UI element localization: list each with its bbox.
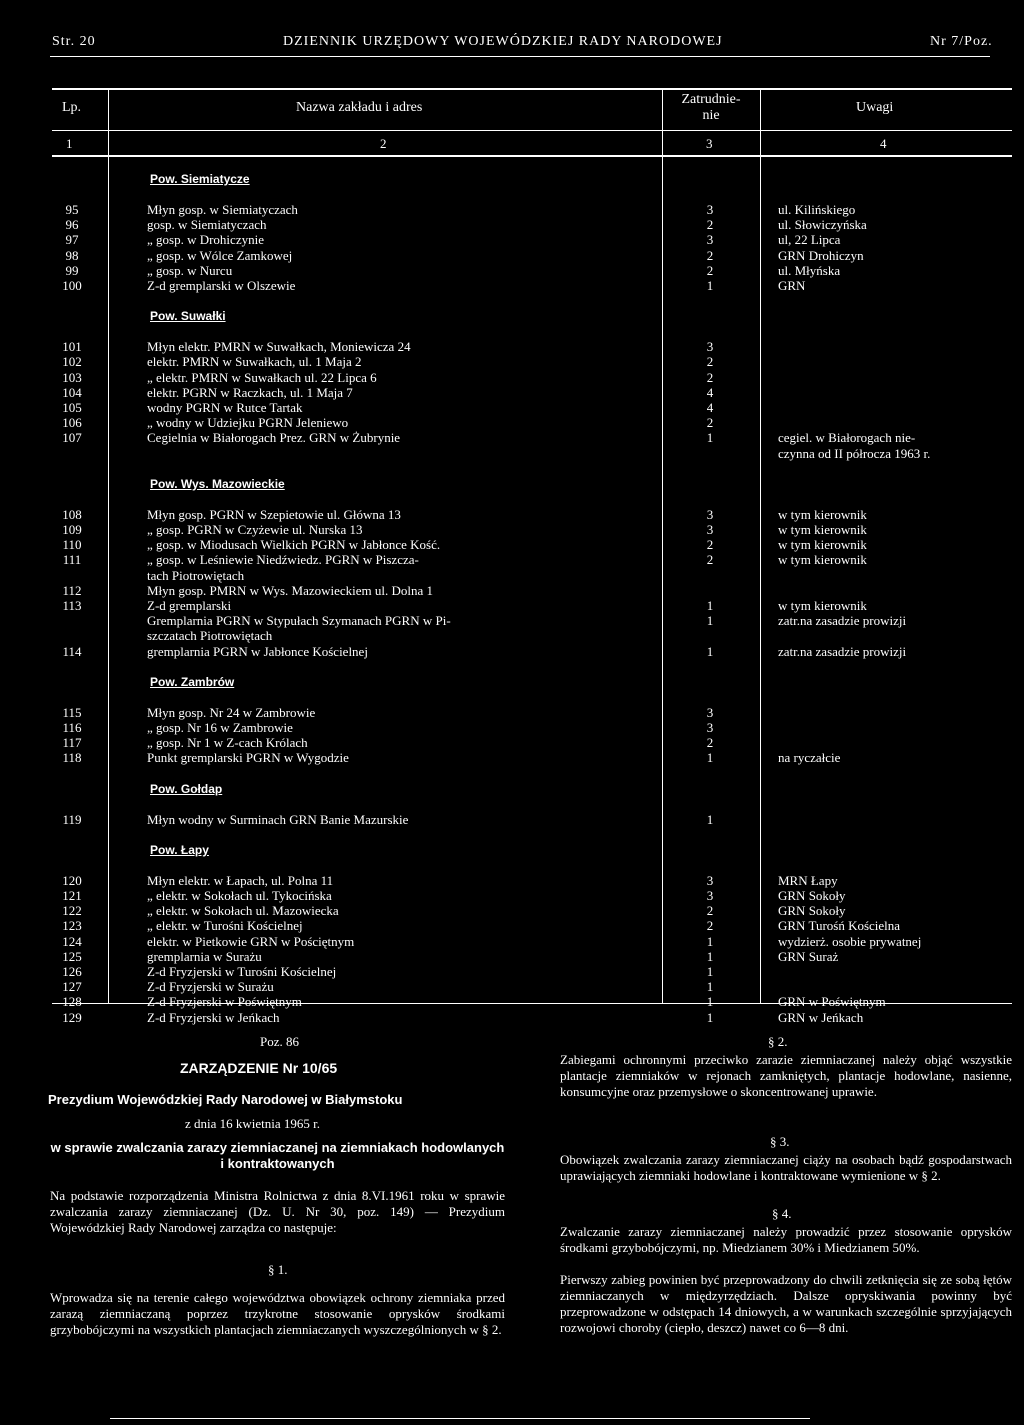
section-title: Pow. Wys. Mazowieckie bbox=[150, 476, 285, 491]
section-4-text-2: Pierwszy zabieg powinien być przeprowadzony do chwili zetknięcia się ze sobą łętów ziemniaczanych w międzyrzędziach. Dalsze opryskiwania powinny być przeprowadzone w odstępach 14 dniowych, a w warunkach szczególnie sprzyjających rozwojowi choroby (ciepło, deszcz) nawet co 6—8 dni. bbox=[560, 1272, 1012, 1335]
row-note: GRN w Jeńkach bbox=[778, 1009, 864, 1025]
table-row bbox=[0, 812, 1024, 828]
poz-number: Poz. 86 bbox=[260, 1034, 299, 1049]
row-lp: 122 bbox=[62, 903, 82, 919]
table-row bbox=[0, 385, 1024, 401]
table-row bbox=[0, 613, 1024, 629]
row-note: zatr.na zasadzie prowizji bbox=[778, 643, 907, 659]
row-name: gremplarnia w Surażu bbox=[147, 948, 262, 964]
row-lp: 120 bbox=[62, 872, 82, 888]
row-name: Młyn gosp. PMRN w Wys. Mazowieckiem ul. Dolna 1 bbox=[147, 582, 434, 598]
row-name: Młyn wodny w Surminach GRN Banie Mazurskie bbox=[147, 811, 409, 827]
order-title: ZARZĄDZENIE Nr 10/65 bbox=[180, 1060, 338, 1076]
row-name: gremplarnia PGRN w Jabłonce Kościelnej bbox=[147, 643, 368, 659]
row-lp: 97 bbox=[65, 232, 79, 248]
table-row bbox=[0, 430, 1024, 446]
table-row bbox=[0, 507, 1024, 523]
row-employment: 3 bbox=[706, 888, 714, 903]
row-name: elektr. PMRN w Suwałkach, ul. 1 Maja 2 bbox=[147, 354, 362, 370]
row-name: „ gosp. PGRN w Czyżewie ul. Nurska 13 bbox=[147, 522, 363, 537]
row-employment: 4 bbox=[706, 384, 714, 400]
table-row bbox=[0, 644, 1024, 660]
row-employment: 3 bbox=[706, 202, 714, 217]
row-name: „ gosp. w Leśniewie Niedźwiedz. PGRN w Piszcza- bbox=[147, 552, 419, 568]
row-employment: 2 bbox=[706, 354, 714, 370]
row-lp: 105 bbox=[62, 400, 82, 415]
row-note: MRN Łapy bbox=[778, 872, 838, 888]
table-row bbox=[0, 370, 1024, 386]
row-lp: 104 bbox=[62, 384, 82, 400]
row-employment: 3 bbox=[706, 872, 714, 888]
row-name-continuation: tach Piotrowiętach bbox=[147, 567, 245, 583]
row-lp: 103 bbox=[62, 369, 82, 385]
row-lp: 113 bbox=[62, 598, 82, 613]
row-lp: 121 bbox=[62, 888, 82, 903]
row-name: „ gosp. w Wólce Zamkowej bbox=[147, 247, 293, 263]
table-row-continuation bbox=[0, 568, 1024, 584]
row-note: w tym kierownik bbox=[778, 598, 867, 613]
row-lp: 114 bbox=[62, 643, 82, 659]
row-employment: 3 bbox=[706, 522, 714, 537]
row-lp: 108 bbox=[62, 506, 82, 522]
row-lp: 99 bbox=[65, 262, 79, 278]
row-employment: 2 bbox=[706, 415, 714, 431]
table-row bbox=[0, 994, 1024, 1010]
table-row bbox=[0, 248, 1024, 264]
row-employment: 1 bbox=[706, 278, 714, 293]
table-row-continuation bbox=[0, 446, 1024, 462]
table-row bbox=[0, 552, 1024, 568]
row-employment: 1 bbox=[706, 750, 714, 766]
section-title: Pow. Gołdap bbox=[150, 781, 223, 796]
column-header-name: Nazwa zakładu i adres bbox=[296, 100, 423, 115]
row-lp: 116 bbox=[62, 720, 82, 735]
row-name: gosp. w Siemiatyczach bbox=[147, 217, 267, 233]
row-lp: 124 bbox=[62, 933, 82, 949]
order-subject: w sprawie zwalczania zarazy ziemniaczanej na ziemniakach hodowlanych i kontraktowanych bbox=[50, 1140, 505, 1171]
row-employment: 1 bbox=[706, 994, 714, 1010]
table-row bbox=[0, 202, 1024, 218]
section-title: Pow. Zambrów bbox=[150, 674, 235, 689]
row-name-continuation: szczatach Piotrowiętach bbox=[147, 628, 273, 644]
table-row bbox=[0, 415, 1024, 431]
column-header-employment: Zatrudnie- nie bbox=[681, 92, 741, 123]
section-4-heading: § 4. bbox=[772, 1206, 792, 1221]
column-number-3: 3 bbox=[706, 136, 713, 151]
table-row bbox=[0, 537, 1024, 553]
table-top-rule bbox=[52, 88, 1012, 90]
row-name: Gremplarnia PGRN w Stypułach Szymanach PGRN w Pi- bbox=[147, 613, 451, 629]
table-row bbox=[0, 217, 1024, 233]
row-name: „ gosp. Nr 1 w Z-cach Królach bbox=[147, 735, 308, 751]
row-employment: 2 bbox=[706, 369, 714, 385]
table-row bbox=[0, 263, 1024, 279]
row-note: ul. Kilińskiego bbox=[778, 202, 856, 217]
row-employment: 1 bbox=[706, 430, 714, 446]
section-1-heading: § 1. bbox=[268, 1262, 288, 1277]
row-lp: 117 bbox=[62, 735, 82, 751]
row-lp: 125 bbox=[62, 948, 82, 964]
section-title: Pow. Siemiatycze bbox=[150, 172, 250, 186]
section-3-text: Obowiązek zwalczania zarazy ziemniaczanej ciąży na osobach bądź gospodarstwach uprawiających ziemniaki hodowlane i kontraktowane wymienione w § 2. bbox=[560, 1152, 1012, 1183]
row-employment: 1 bbox=[706, 948, 714, 964]
row-employment: 1 bbox=[706, 933, 714, 949]
table-row bbox=[0, 598, 1024, 614]
section-2-text: Zabiegami ochronnymi przeciwko zarazie ziemniaczanej należy objąć wszystkie plantacje ziemniaków w rejonach zamkniętych, plantacje hodowlane, nasienne, konsumcyjne oraz przemysłowe o skoncentrowanej uprawie. bbox=[560, 1052, 1012, 1099]
row-name: „ gosp. w Drohiczynie bbox=[147, 232, 264, 248]
row-name: „ gosp. w Nurcu bbox=[147, 262, 233, 278]
row-name: „ elektr. w Sokołach ul. Mazowiecka bbox=[147, 903, 339, 919]
row-name: Z-d Fryzjerski w Jeńkach bbox=[147, 1009, 280, 1025]
row-note: w tym kierownik bbox=[778, 537, 867, 553]
row-name: „ gosp. w Miodusach Wielkich PGRN w Jabłonce Kość. bbox=[147, 537, 441, 553]
row-employment: 3 bbox=[706, 506, 714, 522]
row-note: w tym kierownik bbox=[778, 522, 867, 537]
row-note: GRN bbox=[778, 278, 806, 293]
row-lp: 96 bbox=[65, 217, 79, 233]
table-row bbox=[0, 522, 1024, 538]
row-name: Młyn elektr. w Łapach, ul. Polna 11 bbox=[147, 872, 334, 888]
row-employment: 2 bbox=[706, 537, 714, 553]
row-lp: 102 bbox=[62, 354, 82, 370]
column-header-lp: Lp. bbox=[62, 100, 82, 115]
section-title: Pow. Suwałki bbox=[150, 309, 226, 324]
order-date: z dnia 16 kwietnia 1965 r. bbox=[185, 1116, 321, 1131]
row-lp: 123 bbox=[62, 918, 82, 934]
row-name: elektr. PGRN w Raczkach, ul. 1 Maja 7 bbox=[147, 384, 353, 400]
table-row bbox=[0, 888, 1024, 904]
row-lp: 128 bbox=[62, 994, 82, 1010]
row-lp: 107 bbox=[62, 430, 82, 446]
row-employment: 2 bbox=[706, 262, 714, 278]
row-employment: 1 bbox=[706, 598, 714, 613]
row-lp: 95 bbox=[65, 202, 79, 217]
row-note: wydzierż. osobie prywatnej bbox=[778, 933, 922, 949]
row-employment: 2 bbox=[706, 918, 714, 934]
row-employment: 1 bbox=[706, 1009, 714, 1025]
row-employment: 1 bbox=[706, 964, 714, 979]
row-employment: 1 bbox=[706, 811, 714, 827]
row-lp: 119 bbox=[62, 811, 82, 827]
row-note: GRN Turośń Kościelna bbox=[778, 918, 901, 934]
row-name: Z-d Fryzjerski w Turośni Kościelnej bbox=[147, 964, 337, 979]
row-name: Młyn gosp. PGRN w Szepietowie ul. Główna 13 bbox=[147, 506, 401, 522]
page-number: Str. 20 bbox=[52, 34, 96, 49]
table-row bbox=[0, 964, 1024, 980]
journal-title: DZIENNIK URZĘDOWY WOJEWÓDZKIEJ RADY NARODOWEJ bbox=[283, 34, 723, 49]
row-name: Z-d gremplarski w Olszewie bbox=[147, 278, 296, 293]
section-2-heading: § 2. bbox=[768, 1034, 788, 1049]
order-issuer: Prezydium Wojewódzkiej Rady Narodowej w Białymstoku bbox=[48, 1092, 403, 1107]
row-note: GRN Sokoły bbox=[778, 888, 846, 903]
column-number-2: 2 bbox=[380, 136, 387, 151]
row-employment: 2 bbox=[706, 903, 714, 919]
table-row bbox=[0, 934, 1024, 950]
row-note: GRN Sokoły bbox=[778, 903, 846, 919]
row-note-continuation: czynna od II półrocza 1963 r. bbox=[778, 445, 931, 461]
row-name: Z-d Fryzjerski w Poświętnym bbox=[147, 994, 302, 1010]
row-lp: 110 bbox=[62, 537, 82, 553]
row-employment: 3 bbox=[706, 232, 714, 248]
table-row bbox=[0, 918, 1024, 934]
section-1-text: Wprowadza się na terenie całego województwa obowiązek ochrony ziemniaka przed zarazą ziemniaczaną poprzez trzykrotne stosowanie oprysków środkami grzybobójczymi na wszystkich plantacjach ziemniaczanych wyszczególnionych w § 2. bbox=[50, 1290, 505, 1337]
row-lp: 111 bbox=[62, 552, 82, 568]
row-lp: 106 bbox=[62, 415, 82, 431]
row-name: Z-d gremplarski bbox=[147, 598, 232, 613]
table-row bbox=[0, 873, 1024, 889]
table-row bbox=[0, 400, 1024, 416]
row-lp: 112 bbox=[62, 582, 82, 598]
column-number-1: 1 bbox=[66, 136, 73, 151]
row-lp: 101 bbox=[62, 339, 82, 355]
row-lp: 115 bbox=[62, 704, 82, 720]
row-name: Młyn elektr. PMRN w Suwałkach, Moniewicza 24 bbox=[147, 339, 411, 355]
row-lp: 98 bbox=[65, 247, 79, 263]
row-note: GRN w Poświętnym bbox=[778, 994, 886, 1010]
row-lp: 109 bbox=[62, 522, 82, 537]
row-name: „ wodny w Udziejku PGRN Jeleniewo bbox=[147, 415, 349, 431]
row-employment: 1 bbox=[706, 613, 714, 629]
row-name: elektr. w Pietkowie GRN w Pościętnym bbox=[147, 933, 355, 949]
table-row bbox=[0, 705, 1024, 721]
table-row bbox=[0, 583, 1024, 599]
row-note: na ryczałcie bbox=[778, 750, 841, 766]
row-note: ul. Młyńska bbox=[778, 262, 841, 278]
row-name: wodny PGRN w Rutce Tartak bbox=[147, 400, 303, 415]
row-lp: 100 bbox=[62, 278, 82, 293]
table-row bbox=[0, 339, 1024, 355]
row-note: zatr.na zasadzie prowizji bbox=[778, 613, 907, 629]
issue-number: Nr 7/Poz. bbox=[930, 34, 993, 49]
column-header-notes: Uwagi bbox=[856, 100, 894, 115]
table-row bbox=[0, 1010, 1024, 1026]
section-4-text: Zwalczanie zarazy ziemniaczanej należy prowadzić przez stosowanie oprysków środkami grzybobójczymi, np. Miedzianem 30% i Miedzianem 50%. bbox=[560, 1224, 1012, 1255]
table-row-continuation bbox=[0, 628, 1024, 644]
row-lp: 127 bbox=[62, 979, 82, 995]
row-employment: 3 bbox=[706, 720, 714, 735]
section-title: Pow. Łapy bbox=[150, 842, 209, 857]
row-note: GRN Suraż bbox=[778, 948, 839, 964]
row-employment: 2 bbox=[706, 247, 714, 263]
row-employment: 3 bbox=[706, 339, 714, 355]
row-employment: 4 bbox=[706, 400, 714, 415]
row-lp: 126 bbox=[62, 964, 82, 979]
row-employment: 2 bbox=[706, 552, 714, 568]
row-name: Punkt gremplarski PGRN w Wygodzie bbox=[147, 750, 349, 766]
table-row bbox=[0, 278, 1024, 294]
row-employment: 1 bbox=[706, 979, 714, 995]
section-3-heading: § 3. bbox=[770, 1134, 790, 1149]
row-note: w tym kierownik bbox=[778, 506, 867, 522]
table-row bbox=[0, 735, 1024, 751]
table-row bbox=[0, 949, 1024, 965]
column-number-4: 4 bbox=[880, 136, 887, 151]
row-employment: 2 bbox=[706, 217, 714, 233]
row-employment: 2 bbox=[706, 735, 714, 751]
row-name: Młyn gosp. Nr 24 w Zambrowie bbox=[147, 704, 316, 720]
table-row bbox=[0, 979, 1024, 995]
row-note: ul, 22 Lipca bbox=[778, 232, 841, 248]
row-lp: 129 bbox=[62, 1009, 82, 1025]
table-row bbox=[0, 750, 1024, 766]
row-employment: 1 bbox=[706, 643, 714, 659]
row-employment: 3 bbox=[706, 704, 714, 720]
table-row bbox=[0, 720, 1024, 736]
row-name: „ gosp. Nr 16 w Zambrowie bbox=[147, 720, 293, 735]
row-name: „ elektr. PMRN w Suwałkach ul. 22 Lipca 6 bbox=[147, 369, 377, 385]
row-note: GRN Drohiczyn bbox=[778, 247, 864, 263]
row-lp: 118 bbox=[62, 750, 82, 766]
row-note: cegiel. w Białorogach nie- bbox=[778, 430, 916, 446]
table-row bbox=[0, 354, 1024, 370]
row-note: ul. Słowiczyńska bbox=[778, 217, 867, 233]
table-row bbox=[0, 903, 1024, 919]
table-row bbox=[0, 232, 1024, 248]
row-name: „ elektr. w Turośni Kościelnej bbox=[147, 918, 303, 934]
row-note: w tym kierownik bbox=[778, 552, 867, 568]
row-name: „ elektr. w Sokołach ul. Tykocińska bbox=[147, 888, 332, 903]
row-name: Cegielnia w Białorogach Prez. GRN w Żubrynie bbox=[147, 430, 401, 446]
row-name: Młyn gosp. w Siemiatyczach bbox=[147, 202, 298, 217]
row-name: Z-d Fryzjerski w Surażu bbox=[147, 979, 274, 995]
order-preamble: Na podstawie rozporządzenia Ministra Rolnictwa z dnia 8.VI.1961 roku w sprawie zwalczania zarazy ziemniaczanej (Dz. U. Nr 30, poz. 149) — Prezydium Wojewódzkiej Rady Narodowej zarządza co następuje: bbox=[50, 1188, 505, 1235]
